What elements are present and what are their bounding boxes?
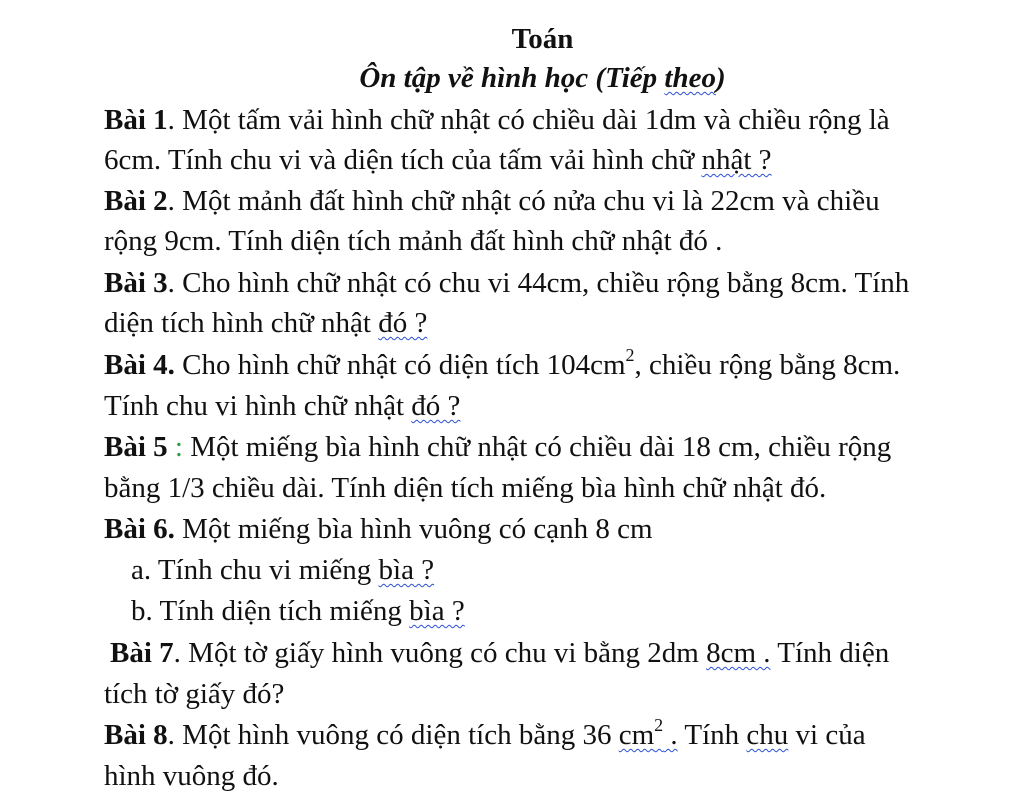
problem-4-text-1-end: , chiều rộng bằng 8cm. (634, 349, 901, 381)
problem-6-item-b-text: b. Tính diện tích miếng (131, 595, 410, 627)
problem-1-spellcheck-word: nhật ? (701, 144, 772, 176)
problem-8-line-1 (104, 715, 866, 755)
problem-4-text-1: Cho hình chữ nhật có diện tích 104cm (174, 349, 626, 381)
problem-5-label: Bài 5 (104, 431, 168, 463)
problem-1-line-1 (104, 100, 890, 140)
problem-7-line-2 (104, 674, 284, 714)
problem-5-text-2: bằng 1/3 chiều dài. Tính diện tích miếng bìa hình chữ nhật đó. (104, 472, 827, 504)
problem-4-spellcheck-word: đó ? (411, 390, 461, 422)
problem-8-text-1: . Một hình vuông có diện tích bằng 36 (167, 719, 619, 751)
problem-7-text-2: tích tờ giấy đó? (104, 678, 285, 710)
problem-6-label: Bài 6. (104, 513, 175, 545)
problem-8-text-mid: Tính (677, 719, 747, 751)
problem-8-spellcheck-word: chu (746, 719, 789, 751)
problem-6-item-a (131, 550, 434, 590)
problem-6-item-a-spellcheck-word: bìa ? (378, 554, 435, 586)
problem-8-unit: cm (618, 719, 655, 751)
problem-8-text-1-end: vi của (788, 719, 866, 751)
problem-2-label: Bài 2 (104, 185, 168, 217)
problem-4-line-1 (104, 345, 900, 385)
problem-4-label: Bài 4. (104, 349, 175, 381)
problem-1-line-2 (104, 140, 772, 180)
subtitle-end: ) (715, 62, 726, 94)
page-subtitle (0, 58, 1024, 98)
problem-2-line-1 (104, 181, 880, 221)
problem-1-label: Bài 1 (104, 104, 168, 136)
problem-3-text-2: diện tích hình chữ nhật (104, 307, 379, 339)
problem-4-line-2 (104, 386, 460, 426)
problem-8-spellcheck-unit (618, 715, 678, 751)
problem-7-line-1 (110, 633, 889, 673)
subtitle-text: Ôn tập về hình học (Tiếp (359, 62, 665, 94)
problem-2-text-2: rộng 9cm. Tính diện tích mảnh đất hình chữ nhật đó . (104, 225, 723, 257)
problem-2-text-1: . Một mảnh đất hình chữ nhật có nửa chu vi là 22cm và chiều (167, 185, 880, 217)
problem-5-colon: : (167, 431, 183, 463)
problem-1-text-1: . Một tấm vải hình chữ nhật có chiều dài 1dm và chiều rộng là (167, 104, 890, 136)
problem-8-unit-dot: . (663, 719, 678, 751)
subtitle-spellcheck-word: theo (664, 62, 716, 94)
problem-6-item-b (131, 591, 465, 631)
problem-3-line-1 (104, 263, 909, 303)
problem-3-label: Bài 3 (104, 267, 168, 299)
problem-3-text-1: . Cho hình chữ nhật có chu vi 44cm, chiều rộng bằng 8cm. Tính (167, 267, 910, 299)
problem-1-text-2: 6cm. Tính chu vi và diện tích của tấm vải hình chữ (104, 144, 702, 176)
problem-6-item-a-text: a. Tính chu vi miếng (131, 554, 379, 586)
problem-8-superscript: 2 (654, 715, 664, 736)
problem-6-item-b-spellcheck-word: bìa ? (409, 595, 465, 627)
problem-8-label: Bài 8 (104, 719, 168, 751)
problem-8-line-2 (104, 756, 279, 796)
problem-3-spellcheck-word: đó ? (378, 307, 428, 339)
problem-7-text-1-end: Tính diện (770, 637, 890, 669)
problem-7-spellcheck-word: 8cm . (706, 637, 771, 669)
page-title: Toán (511, 23, 574, 55)
problem-4-superscript: 2 (625, 345, 635, 366)
problem-5-line-1 (104, 427, 891, 467)
problem-6-line-1 (104, 509, 653, 549)
problem-4-text-2: Tính chu vi hình chữ nhật (104, 390, 412, 422)
problem-2-line-2 (104, 221, 722, 261)
problem-5-text-1: Một miếng bìa hình chữ nhật có chiều dài 18 cm, chiều rộng (182, 431, 892, 463)
problem-5-line-2 (104, 468, 826, 508)
problem-3-line-2 (104, 303, 427, 343)
problem-7-text-1: . Một tờ giấy hình vuông có chu vi bằng 2dm (173, 637, 707, 669)
problem-6-text-1: Một miếng bìa hình vuông có cạnh 8 cm (174, 513, 653, 545)
problem-7-label: Bài 7 (110, 637, 174, 669)
problem-8-text-2: hình vuông đó. (104, 760, 279, 792)
